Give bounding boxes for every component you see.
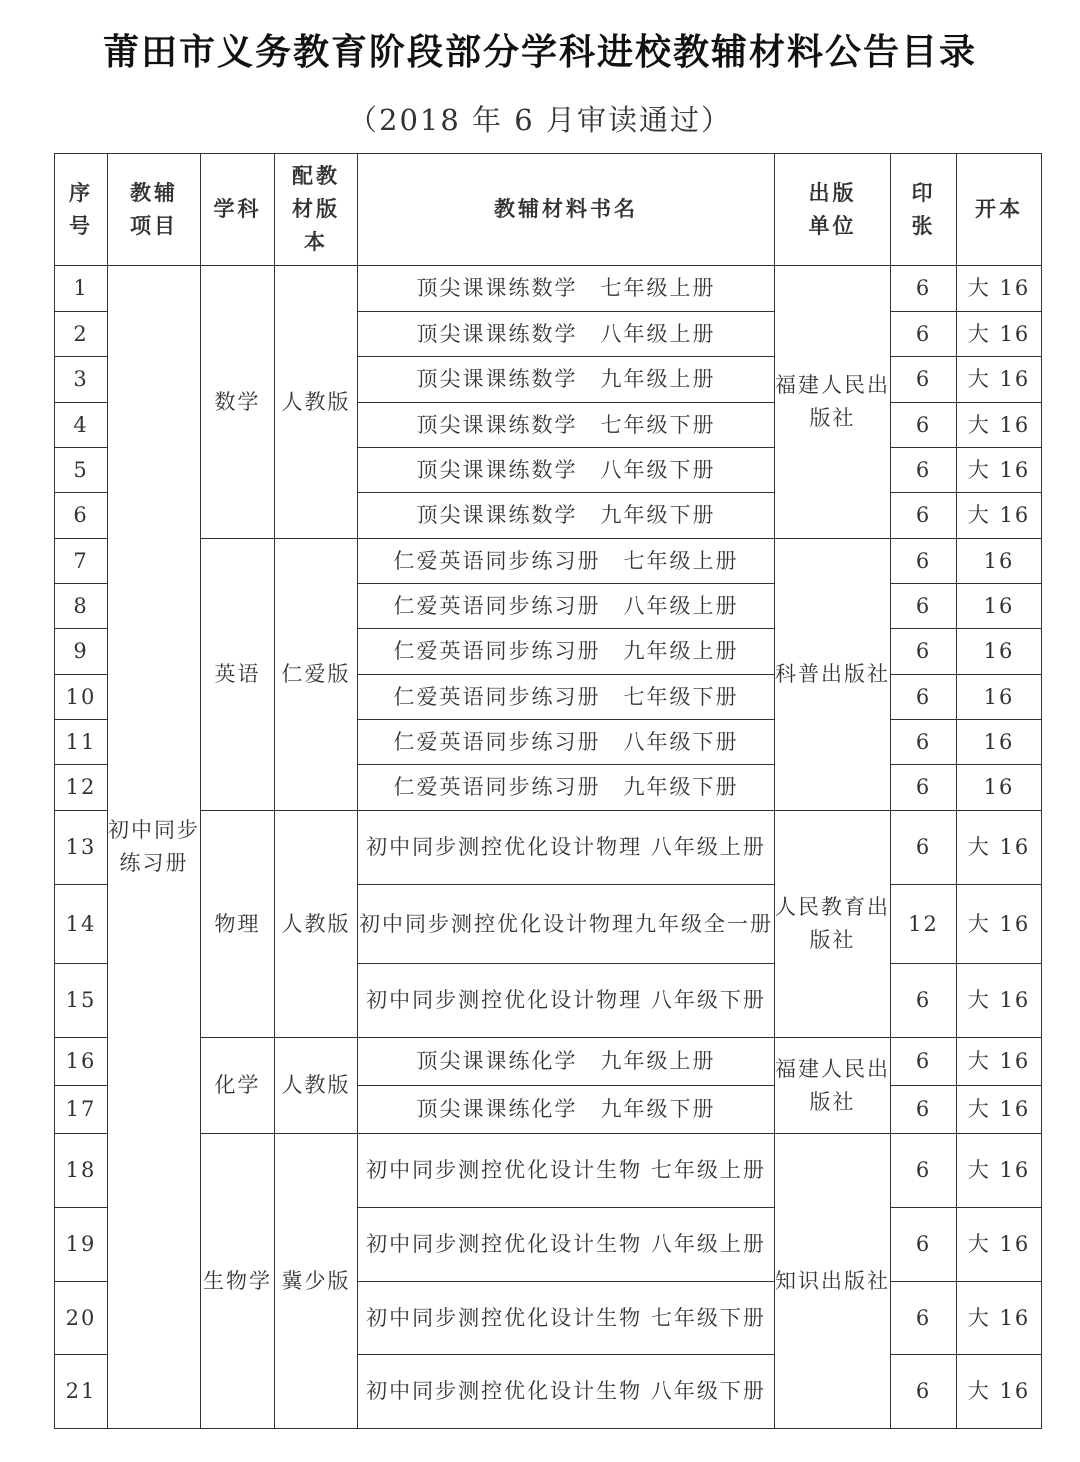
- edition-cell: 人教版: [275, 1038, 358, 1134]
- header-book: 教辅材料书名: [358, 154, 775, 266]
- row-index: 19: [55, 1208, 108, 1282]
- format-cell: 大 16: [957, 312, 1042, 357]
- subject-cell: 化学: [201, 1038, 275, 1134]
- book-title: 顶尖课课练数学 七年级上册: [358, 266, 775, 312]
- subject-cell: 数学: [201, 266, 275, 539]
- book-title: 初中同步测控优化设计物理九年级全一册: [358, 885, 775, 964]
- sheets-cell: 12: [891, 885, 957, 964]
- sheets-cell: 6: [891, 357, 957, 403]
- header-row: [55, 154, 1042, 266]
- sheets-cell: 6: [891, 1038, 957, 1086]
- header-publisher: 出版单位: [775, 154, 891, 266]
- publisher-cell: 知识出版社: [775, 1134, 891, 1429]
- format-cell: 大 16: [957, 1208, 1042, 1282]
- publisher-cell: 福建人民出版社: [775, 266, 891, 539]
- sheets-cell: 6: [891, 675, 957, 720]
- book-title: 仁爱英语同步练习册 九年级下册: [358, 765, 775, 811]
- project-cell: 初中同步练习册: [108, 266, 201, 1429]
- book-title: 顶尖课课练数学 七年级下册: [358, 403, 775, 448]
- book-title: 初中同步测控优化设计物理 八年级上册: [358, 811, 775, 885]
- sheets-cell: 6: [891, 1134, 957, 1208]
- subject-cell: 物理: [201, 811, 275, 1038]
- book-title: 初中同步测控优化设计物理 八年级下册: [358, 964, 775, 1038]
- sheets-cell: 6: [891, 539, 957, 584]
- book-title: 顶尖课课练化学 九年级上册: [358, 1038, 775, 1086]
- sheets-cell: 6: [891, 765, 957, 811]
- book-title: 顶尖课课练数学 九年级上册: [358, 357, 775, 403]
- format-cell: 大 16: [957, 266, 1042, 312]
- book-title: 顶尖课课练数学 八年级下册: [358, 448, 775, 493]
- row-index: 7: [55, 539, 108, 584]
- row-index: 3: [55, 357, 108, 403]
- table-row: [55, 811, 1042, 885]
- row-index: 6: [55, 493, 108, 539]
- book-title: 顶尖课课练化学 九年级下册: [358, 1086, 775, 1134]
- sheets-cell: 6: [891, 964, 957, 1038]
- book-title: 初中同步测控优化设计生物 七年级上册: [358, 1134, 775, 1208]
- page-title: 莆田市义务教育阶段部分学科进校教辅材料公告目录: [102, 32, 977, 73]
- publisher-cell: 福建人民出版社: [775, 1038, 891, 1134]
- row-index: 17: [55, 1086, 108, 1134]
- book-title: 顶尖课课练数学 八年级上册: [358, 312, 775, 357]
- row-index: 10: [55, 675, 108, 720]
- table-row: [55, 1038, 1042, 1086]
- subject-cell: 生物学: [201, 1134, 275, 1429]
- sheets-cell: 6: [891, 1282, 957, 1355]
- format-cell: 16: [957, 629, 1042, 675]
- row-index: 9: [55, 629, 108, 675]
- page-subtitle: （2018 年 6 月审读通过）: [348, 103, 732, 137]
- row-index: 18: [55, 1134, 108, 1208]
- edition-cell: 仁爱版: [275, 539, 358, 811]
- format-cell: 大 16: [957, 811, 1042, 885]
- format-cell: 大 16: [957, 403, 1042, 448]
- sheets-cell: 6: [891, 584, 957, 629]
- edition-cell: 人教版: [275, 266, 358, 539]
- edition-cell: 人教版: [275, 811, 358, 1038]
- row-index: 13: [55, 811, 108, 885]
- catalog-table: [54, 153, 1042, 1429]
- format-cell: 大 16: [957, 448, 1042, 493]
- sheets-cell: 6: [891, 493, 957, 539]
- format-cell: 大 16: [957, 1086, 1042, 1134]
- table-row: [55, 539, 1042, 584]
- book-title: 顶尖课课练数学 九年级下册: [358, 493, 775, 539]
- header-edition: 配教材版本: [275, 154, 358, 266]
- book-title: 初中同步测控优化设计生物 八年级下册: [358, 1355, 775, 1429]
- sheets-cell: 6: [891, 1355, 957, 1429]
- book-title: 初中同步测控优化设计生物 八年级上册: [358, 1208, 775, 1282]
- book-title: 仁爱英语同步练习册 八年级上册: [358, 584, 775, 629]
- sheets-cell: 6: [891, 811, 957, 885]
- row-index: 20: [55, 1282, 108, 1355]
- sheets-cell: 6: [891, 1208, 957, 1282]
- format-cell: 大 16: [957, 493, 1042, 539]
- sheets-cell: 6: [891, 629, 957, 675]
- row-index: 2: [55, 312, 108, 357]
- format-cell: 大 16: [957, 885, 1042, 964]
- sheets-cell: 6: [891, 312, 957, 357]
- sheets-cell: 6: [891, 720, 957, 765]
- publisher-cell: 科普出版社: [775, 539, 891, 811]
- format-cell: 大 16: [957, 1134, 1042, 1208]
- header-format: 开本: [957, 154, 1042, 266]
- sheets-cell: 6: [891, 403, 957, 448]
- format-cell: 大 16: [957, 1355, 1042, 1429]
- book-title: 仁爱英语同步练习册 八年级下册: [358, 720, 775, 765]
- row-index: 11: [55, 720, 108, 765]
- row-index: 16: [55, 1038, 108, 1086]
- edition-cell: 冀少版: [275, 1134, 358, 1429]
- row-index: 4: [55, 403, 108, 448]
- book-title: 初中同步测控优化设计生物 七年级下册: [358, 1282, 775, 1355]
- format-cell: 16: [957, 675, 1042, 720]
- row-index: 1: [55, 266, 108, 312]
- row-index: 14: [55, 885, 108, 964]
- sheets-cell: 6: [891, 448, 957, 493]
- row-index: 12: [55, 765, 108, 811]
- format-cell: 大 16: [957, 357, 1042, 403]
- header-index: 序号: [55, 154, 108, 266]
- format-cell: 16: [957, 720, 1042, 765]
- table-row: [55, 266, 1042, 312]
- row-index: 15: [55, 964, 108, 1038]
- row-index: 8: [55, 584, 108, 629]
- format-cell: 16: [957, 584, 1042, 629]
- sheets-cell: 6: [891, 266, 957, 312]
- row-index: 21: [55, 1355, 108, 1429]
- format-cell: 16: [957, 765, 1042, 811]
- format-cell: 大 16: [957, 1038, 1042, 1086]
- format-cell: 大 16: [957, 1282, 1042, 1355]
- row-index: 5: [55, 448, 108, 493]
- subject-cell: 英语: [201, 539, 275, 811]
- sheets-cell: 6: [891, 1086, 957, 1134]
- format-cell: 大 16: [957, 964, 1042, 1038]
- publisher-cell: 人民教育出版社: [775, 811, 891, 1038]
- header-project: 教辅项目: [108, 154, 201, 266]
- book-title: 仁爱英语同步练习册 七年级上册: [358, 539, 775, 584]
- table-row: [55, 1134, 1042, 1208]
- header-sheets: 印张: [891, 154, 957, 266]
- book-title: 仁爱英语同步练习册 七年级下册: [358, 675, 775, 720]
- format-cell: 16: [957, 539, 1042, 584]
- book-title: 仁爱英语同步练习册 九年级上册: [358, 629, 775, 675]
- header-subject: 学科: [201, 154, 275, 266]
